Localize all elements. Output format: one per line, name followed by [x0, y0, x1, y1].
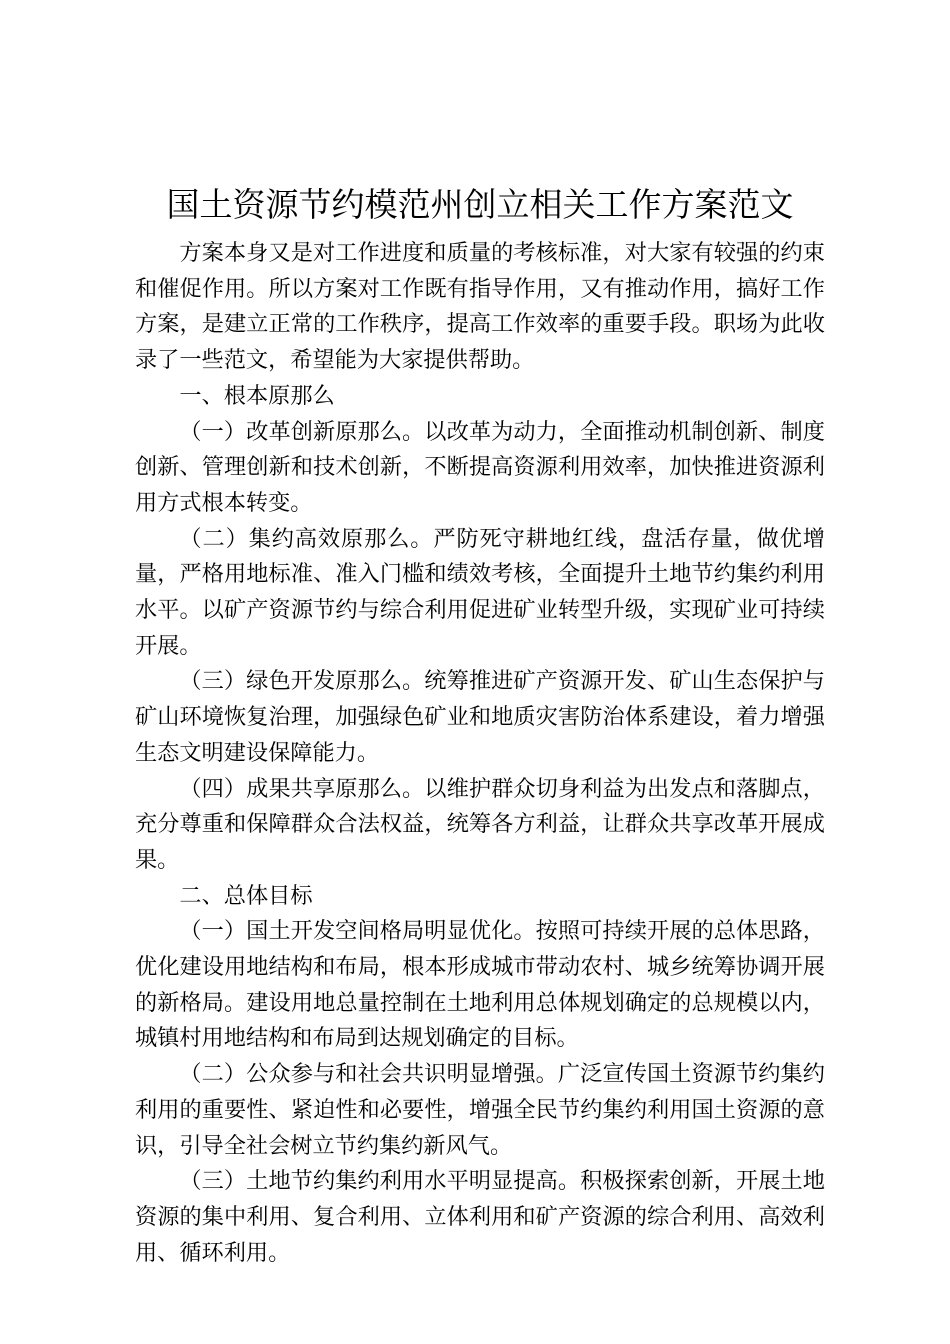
section-heading-principles: 一、根本原那么: [179, 382, 335, 409]
paragraph-principle-3: （三）绿色开发原那么。统筹推进矿产资源开发、矿山生态保护与矿山环境恢复治理，加强绿色矿业和地质灾害防治体系建设，着力增强生态文明建设保障能力。: [135, 668, 825, 766]
intro-paragraph: 方案本身又是对工作进度和质量的考核标准，对大家有较强的约束和催促作用。所以方案对工作既有指导作用，又有推动作用，搞好工作方案，是建立正常的工作秩序，提高工作效率的重要手段。职场为此收录了一些范文，希望能为大家提供帮助。: [135, 240, 825, 374]
paragraph-goal-1: （一）国土开发空间格局明显优化。按照可持续开展的总体思路，优化建设用地结构和布局，根本形成城市带动农村、城乡统筹协调开展的新格局。建设用地总量控制在土地利用总体规划确定的总规模以内，城镇村用地结构和布局到达规划确定的目标。: [135, 918, 825, 1052]
paragraph-goal-2: （二）公众参与和社会共识明显增强。广泛宣传国土资源节约集约利用的重要性、紧迫性和必要性，增强全民节约集约利用国土资源的意识，引导全社会树立节约集约新风气。: [135, 1061, 825, 1159]
document-title: 国土资源节约模范州创立相关工作方案范文: [166, 185, 794, 224]
paragraph-principle-4: （四）成果共享原那么。以维护群众切身利益为出发点和落脚点，充分尊重和保障群众合法权益，统筹各方利益，让群众共享改革开展成果。: [135, 775, 825, 873]
paragraph-principle-2: （二）集约高效原那么。严防死守耕地红线，盘活存量，做优增量，严格用地标准、准入门槛和绩效考核，全面提升土地节约集约利用水平。以矿产资源节约与综合利用促进矿业转型升级，实现矿业可持续开展。: [135, 525, 825, 659]
section-heading-goals: 二、总体目标: [179, 882, 313, 909]
paragraph-goal-3: （三）土地节约集约利用水平明显提高。积极探索创新，开展土地资源的集中利用、复合利用、立体利用和矿产资源的综合利用、高效利用、循环利用。: [135, 1168, 825, 1266]
paragraph-principle-1: （一）改革创新原那么。以改革为动力，全面推动机制创新、制度创新、管理创新和技术创新，不断提高资源利用效率，加快推进资源利用方式根本转变。: [135, 418, 825, 516]
document-body: [135, 236, 825, 1271]
